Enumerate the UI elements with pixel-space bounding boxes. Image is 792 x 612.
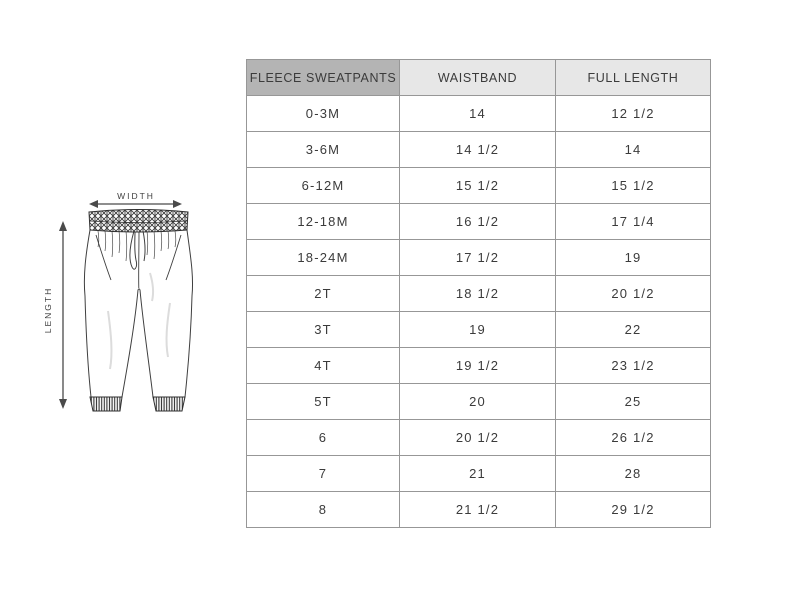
length-label: LENGTH bbox=[43, 286, 53, 334]
table-row bbox=[247, 96, 711, 132]
full-length-cell: 25 bbox=[556, 384, 711, 420]
width-dimension-arrow bbox=[89, 200, 182, 208]
waistband-cell: 17 1/2 bbox=[400, 240, 556, 276]
size-cell: 5T bbox=[247, 384, 400, 420]
full-length-cell: 17 1/4 bbox=[556, 204, 711, 240]
table-row bbox=[247, 276, 711, 312]
table-row bbox=[247, 348, 711, 384]
waistband-cell: 15 1/2 bbox=[400, 168, 556, 204]
size-cell: 18-24M bbox=[247, 240, 400, 276]
waistband-cell: 19 1/2 bbox=[400, 348, 556, 384]
size-cell: 12-18M bbox=[247, 204, 400, 240]
full-length-cell: 12 1/2 bbox=[556, 96, 711, 132]
full-length-cell: 28 bbox=[556, 456, 711, 492]
length-dimension-arrow bbox=[59, 221, 67, 409]
full-length-cell: 20 1/2 bbox=[556, 276, 711, 312]
size-table-body bbox=[247, 96, 711, 528]
size-cell: 3-6M bbox=[247, 132, 400, 168]
full-length-cell: 26 1/2 bbox=[556, 420, 711, 456]
size-table bbox=[246, 59, 711, 528]
table-row bbox=[247, 384, 711, 420]
header-row bbox=[247, 60, 711, 96]
size-cell: 7 bbox=[247, 456, 400, 492]
header-product-name: FLEECE SWEATPANTS bbox=[247, 60, 400, 96]
size-cell: 2T bbox=[247, 276, 400, 312]
waistband-cell: 16 1/2 bbox=[400, 204, 556, 240]
full-length-cell: 15 1/2 bbox=[556, 168, 711, 204]
table-row bbox=[247, 456, 711, 492]
sweatpants-diagram bbox=[38, 183, 242, 420]
size-cell: 8 bbox=[247, 492, 400, 528]
header-waistband: WAISTBAND bbox=[400, 60, 556, 96]
waistband-cell: 20 1/2 bbox=[400, 420, 556, 456]
header-full-length: FULL LENGTH bbox=[556, 60, 711, 96]
full-length-cell: 29 1/2 bbox=[556, 492, 711, 528]
full-length-cell: 14 bbox=[556, 132, 711, 168]
table-row bbox=[247, 312, 711, 348]
waistband-cell: 19 bbox=[400, 312, 556, 348]
waistband-cell: 14 1/2 bbox=[400, 132, 556, 168]
waistband-cell: 14 bbox=[400, 96, 556, 132]
table-row bbox=[247, 204, 711, 240]
size-cell: 6 bbox=[247, 420, 400, 456]
table-row bbox=[247, 420, 711, 456]
ankle-cuffs bbox=[90, 397, 185, 411]
waistband-cell: 20 bbox=[400, 384, 556, 420]
table-row bbox=[247, 168, 711, 204]
waistband bbox=[89, 210, 188, 233]
full-length-cell: 23 1/2 bbox=[556, 348, 711, 384]
size-cell: 6-12M bbox=[247, 168, 400, 204]
table-row bbox=[247, 132, 711, 168]
full-length-cell: 19 bbox=[556, 240, 711, 276]
size-table-header bbox=[247, 60, 711, 96]
width-label: WIDTH bbox=[117, 191, 155, 201]
waistband-cell: 21 1/2 bbox=[400, 492, 556, 528]
waistband-cell: 21 bbox=[400, 456, 556, 492]
size-cell: 4T bbox=[247, 348, 400, 384]
table-row bbox=[247, 240, 711, 276]
table-row bbox=[247, 492, 711, 528]
full-length-cell: 22 bbox=[556, 312, 711, 348]
size-cell: 3T bbox=[247, 312, 400, 348]
waistband-cell: 18 1/2 bbox=[400, 276, 556, 312]
size-cell: 0-3M bbox=[247, 96, 400, 132]
